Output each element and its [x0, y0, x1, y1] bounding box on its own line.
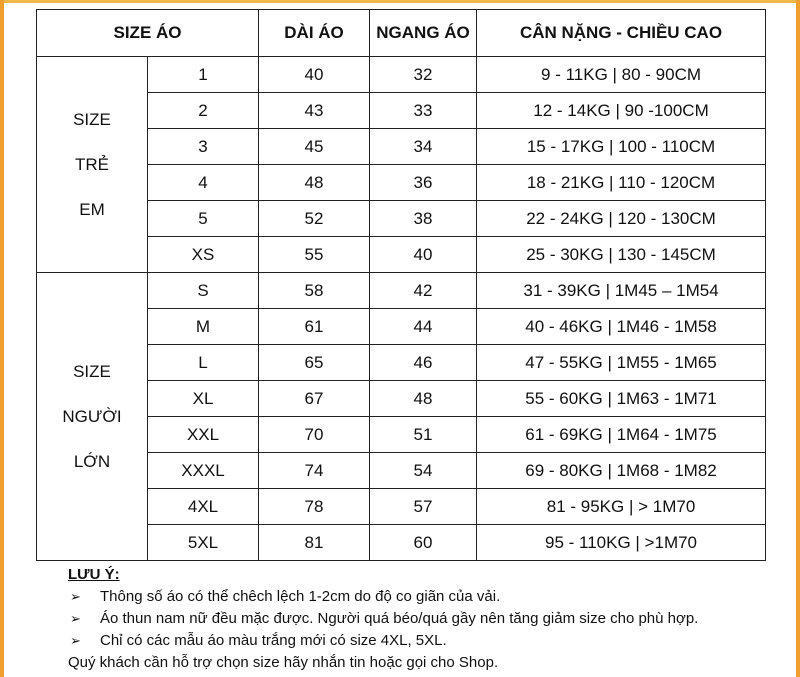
cell-size: 4: [148, 165, 259, 201]
table-row-adults: [37, 273, 766, 309]
header-length: DÀI ÁO: [259, 10, 370, 57]
cell-width: 42: [370, 273, 477, 309]
note-text: Thông số áo có thể chêch lệch 1-2cm do độ co giãn của vải.: [100, 588, 501, 605]
cell-wh: 31 - 39KG | 1M45 – 1M54: [477, 273, 766, 309]
cell-wh: 22 - 24KG | 120 - 130CM: [477, 201, 766, 237]
cell-wh: 69 - 80KG | 1M68 - 1M82: [477, 453, 766, 489]
cell-wh: 95 - 110KG | >1M70: [477, 525, 766, 561]
cell-width: 38: [370, 201, 477, 237]
table-header-row: [37, 10, 766, 57]
notes-footer: Quý khách cần hỗ trợ chọn size hãy nhắn tin hoặc gọi cho Shop.: [68, 654, 499, 671]
arrow-bullet-icon: ➢: [70, 589, 81, 604]
group-label-word: EM: [79, 200, 105, 219]
note-text: Chỉ có các mẫu áo màu trắng mới có size 4XL, 5XL.: [100, 632, 447, 649]
cell-wh: 55 - 60KG | 1M63 - 1M71: [477, 381, 766, 417]
cell-width: 36: [370, 165, 477, 201]
group-label-word: SIZE: [73, 362, 111, 381]
arrow-bullet-icon: ➢: [70, 633, 81, 648]
cell-width: 33: [370, 93, 477, 129]
group-label-word: SIZE: [73, 110, 111, 129]
cell-width: 44: [370, 309, 477, 345]
note-text: Áo thun nam nữ đều mặc được. Người quá béo/quá gầy nên tăng giảm size cho phù hợp.: [100, 610, 699, 627]
cell-length: 74: [259, 453, 370, 489]
cell-length: 67: [259, 381, 370, 417]
left-accent-border: [0, 0, 4, 677]
cell-length: 52: [259, 201, 370, 237]
cell-width: 48: [370, 381, 477, 417]
cell-wh: 9 - 11KG | 80 - 90CM: [477, 57, 766, 93]
cell-width: 32: [370, 57, 477, 93]
cell-width: 34: [370, 129, 477, 165]
header-weight-height: CÂN NẶNG - CHIỀU CAO: [477, 10, 766, 57]
cell-length: 55: [259, 237, 370, 273]
cell-width: 51: [370, 417, 477, 453]
cell-wh: 40 - 46KG | 1M46 - 1M58: [477, 309, 766, 345]
group-label-word: NGƯỜI: [62, 407, 122, 426]
cell-size: L: [148, 345, 259, 381]
group-label-adults: [37, 273, 148, 561]
table-body: [37, 57, 766, 561]
cell-length: 43: [259, 93, 370, 129]
cell-wh: 47 - 55KG | 1M55 - 1M65: [477, 345, 766, 381]
cell-width: 40: [370, 237, 477, 273]
cell-width: 57: [370, 489, 477, 525]
note-item: [68, 630, 768, 652]
group-label-kids: [37, 57, 148, 273]
cell-size: M: [148, 309, 259, 345]
cell-length: 70: [259, 417, 370, 453]
cell-size: 2: [148, 93, 259, 129]
header-width: NGANG ÁO: [370, 10, 477, 57]
note-item: [68, 586, 768, 608]
cell-wh: 61 - 69KG | 1M64 - 1M75: [477, 417, 766, 453]
cell-size: XXXL: [148, 453, 259, 489]
cell-wh: 81 - 95KG | > 1M70: [477, 489, 766, 525]
cell-size: S: [148, 273, 259, 309]
cell-length: 61: [259, 309, 370, 345]
note-item: [68, 608, 768, 630]
header-size: SIZE ÁO: [37, 10, 259, 57]
cell-size: 5XL: [148, 525, 259, 561]
cell-length: 81: [259, 525, 370, 561]
arrow-bullet-icon: ➢: [70, 611, 81, 626]
cell-size: XXL: [148, 417, 259, 453]
cell-size: XL: [148, 381, 259, 417]
top-accent-border: [0, 0, 800, 3]
cell-wh: 18 - 21KG | 110 - 120CM: [477, 165, 766, 201]
notes-title: LƯU Ý:: [68, 566, 120, 583]
cell-length: 65: [259, 345, 370, 381]
cell-length: 45: [259, 129, 370, 165]
cell-width: 54: [370, 453, 477, 489]
cell-width: 46: [370, 345, 477, 381]
notes-section: [68, 564, 768, 674]
cell-wh: 15 - 17KG | 100 - 110CM: [477, 129, 766, 165]
cell-size: 1: [148, 57, 259, 93]
group-label-word: TRẺ: [75, 155, 109, 174]
cell-length: 48: [259, 165, 370, 201]
group-label-word: LỚN: [73, 452, 111, 471]
cell-width: 60: [370, 525, 477, 561]
table-row-kids: [37, 57, 766, 93]
cell-length: 40: [259, 57, 370, 93]
right-accent-border: [796, 0, 800, 677]
cell-wh: 12 - 14KG | 90 -100CM: [477, 93, 766, 129]
cell-size: 4XL: [148, 489, 259, 525]
cell-wh: 25 - 30KG | 130 - 145CM: [477, 237, 766, 273]
cell-length: 58: [259, 273, 370, 309]
cell-length: 78: [259, 489, 370, 525]
cell-size: 3: [148, 129, 259, 165]
cell-size: 5: [148, 201, 259, 237]
cell-size: XS: [148, 237, 259, 273]
size-chart-table: [36, 9, 766, 561]
